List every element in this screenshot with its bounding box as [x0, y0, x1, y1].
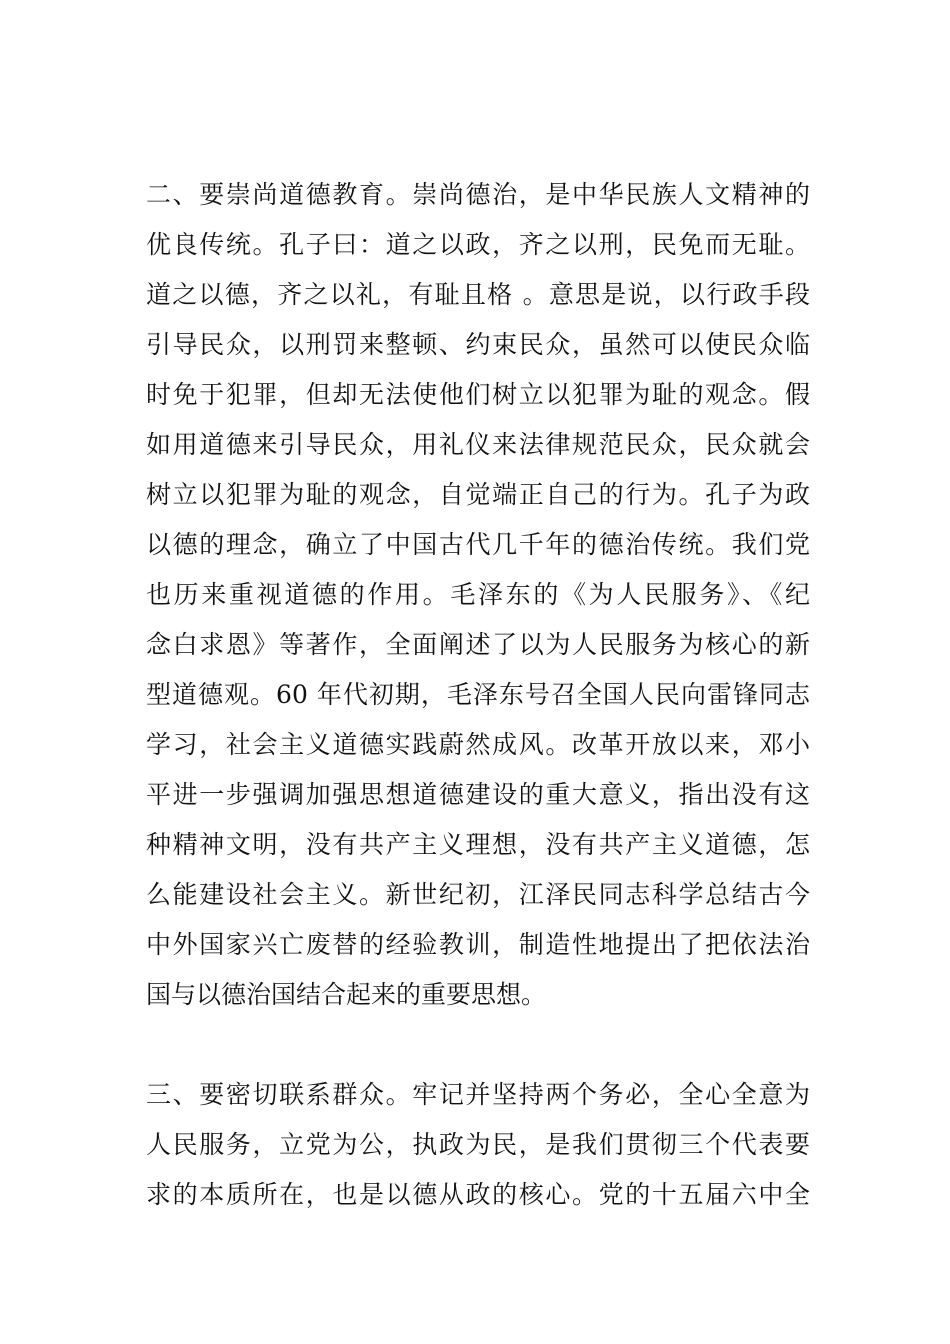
text-line: 树立以犯罪为耻的观念，自觉端正自己的行为。孔子为政 — [146, 480, 810, 509]
paragraph-moral-education — [146, 170, 810, 1020]
text-line: 如用道德来引导民众，用礼仪来法律规范民众，民众就会 — [146, 430, 810, 459]
text-line: 也历来重视道德的作用。毛泽东的《为人民服务》、《纪 — [146, 580, 810, 609]
text-line: 道之以德，齐之以礼，有耻且格 。意思是说，以行政手段 — [146, 280, 810, 309]
text-line: 人民服务，立党为公，执政为民，是我们贯彻三个代表要 — [146, 1130, 810, 1159]
text-line: 以德的理念，确立了中国古代几千年的德治传统。我们党 — [146, 530, 810, 559]
text-line: 求的本质所在，也是以德从政的核心。党的十五届六中全 — [146, 1180, 810, 1209]
text-line: 引导民众，以刑罚来整顿、约束民众，虽然可以使民众临 — [146, 330, 810, 359]
text-line: 种精神文明，没有共产主义理想，没有共产主义道德，怎 — [146, 830, 810, 859]
text-line: 国与以德治国结合起来的重要思想。 — [146, 980, 547, 1009]
text-line: 时免于犯罪，但却无法使他们树立以犯罪为耻的观念。假 — [146, 380, 810, 409]
text-line: 么能建设社会主义。新世纪初，江泽民同志科学总结古今 — [146, 880, 810, 909]
text-line: 学习，社会主义道德实践蔚然成风。改革开放以来，邓小 — [146, 730, 810, 759]
text-line: 平进一步强调加强思想道德建设的重大意义，指出没有这 — [146, 780, 810, 809]
text-line: 二、要崇尚道德教育。崇尚德治，是中华民族人文精神的 — [146, 180, 810, 209]
text-line: 优良传统。孔子曰：道之以政，齐之以刑，民免而无耻。 — [146, 230, 810, 259]
text-line: 三、要密切联系群众。牢记并坚持两个务必，全心全意为 — [146, 1080, 810, 1109]
text-line: 念白求恩》等著作，全面阐述了以为人民服务为核心的新 — [146, 630, 810, 659]
paragraph-contact-masses — [146, 1070, 810, 1220]
text-line: 型道德观。60 年代初期，毛泽东号召全国人民向雷锋同志 — [146, 680, 810, 709]
text-line: 中外国家兴亡废替的经验教训，制造性地提出了把依法治 — [146, 930, 810, 959]
